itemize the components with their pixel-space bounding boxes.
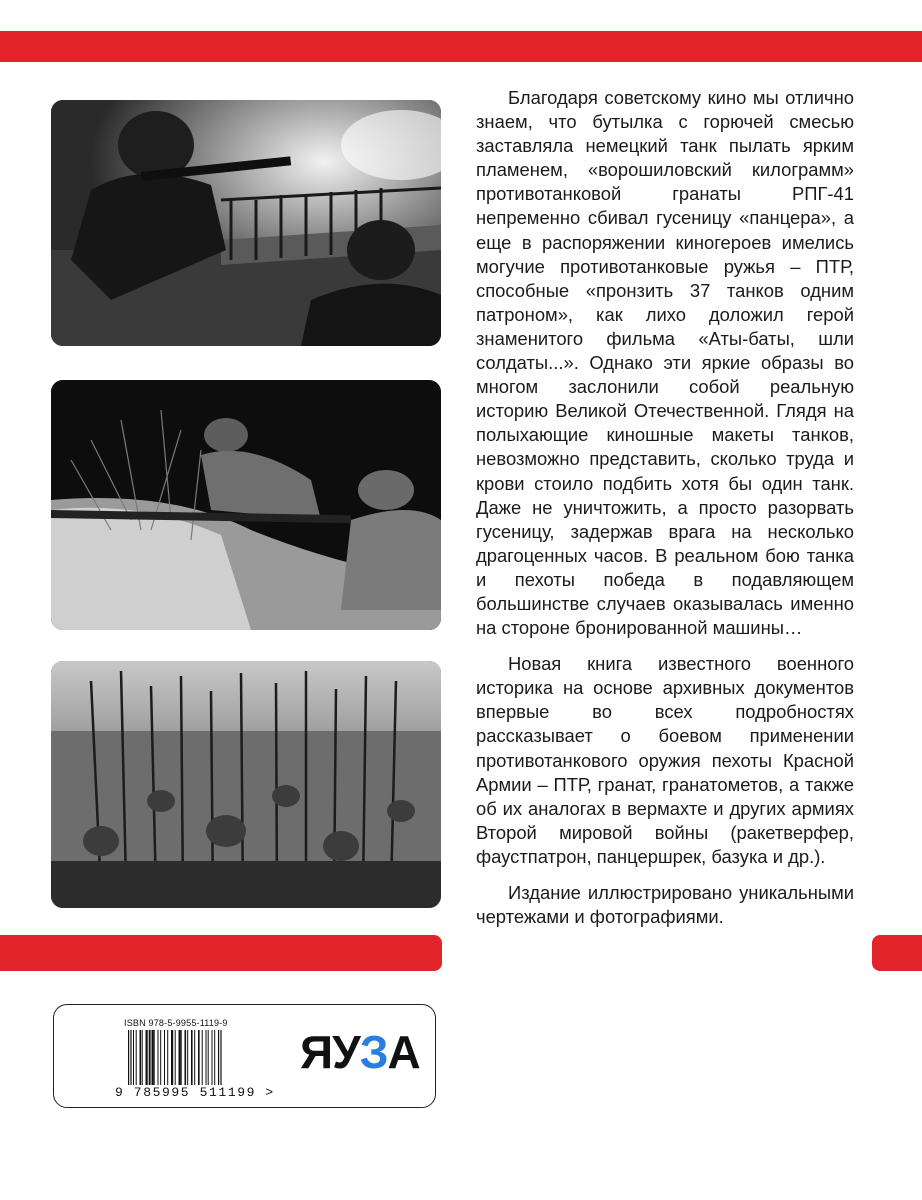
- barcode-panel: [53, 1004, 436, 1108]
- photo-soldiers-firing: [51, 100, 441, 346]
- top-red-band: [0, 31, 922, 62]
- bottom-left-red-band: [0, 935, 442, 971]
- photo-soldiers-night-trench: [51, 380, 441, 630]
- paragraph-1: Благодаря советскому кино мы отлично знаем, что бутылка с горючей смесью заставляла немецкий танк пылать ярким пламенем, «ворошиловский килограмм» противотанковой гранаты РПГ-41 непременно сбивал гусеницу «панцера», а еще в распоряжении киногероев имелись могучие противотанковые ружья – ПТР, способные «пронзить 37 танков одним патроном», как лихо доложил герой знаменитого фильма «Аты-баты, шли солдаты...». Однако эти яркие образы во многом заслонили собой реальную историю Великой Отечественной. Глядя на полыхающие киношные макеты танков, невозможно представить, сколько труда и крови стоило подбить хотя бы один танк. Даже не уничтожить, а просто разорвать гусеницу, задержав врага на несколько драгоценных часов. В реальном бою танка и пехоты победа в подавляющем большинстве случаев оказывалась именно на стороне бронированной машины…: [476, 87, 854, 639]
- barcode-digits: 9 785995 511199 >: [115, 1085, 275, 1100]
- publisher-logo: ЯУЗА: [300, 1026, 420, 1078]
- paragraph-3: Издание иллюстрировано уникальными чертежами и фотографиями.: [476, 882, 854, 928]
- photo-soldiers-column: [51, 661, 441, 908]
- barcode-bars: [128, 1030, 278, 1090]
- bottom-right-red-band: [872, 935, 922, 971]
- paragraph-2: Новая книга известного военного историка на основе архивных документов впервые во всех подробностях рассказывает о боевом применении противотанкового оружия пехоты Красной Армии – ПТР, гранат, гранатометов, а также об их аналогах в вермахте и других армиях Второй мировой войны (ракетверфер, фаустпатрон, панцершрек, базука и др.).: [476, 653, 854, 867]
- isbn-number: ISBN 978-5-9955-1119-9: [124, 1018, 228, 1028]
- description-text: [476, 86, 854, 941]
